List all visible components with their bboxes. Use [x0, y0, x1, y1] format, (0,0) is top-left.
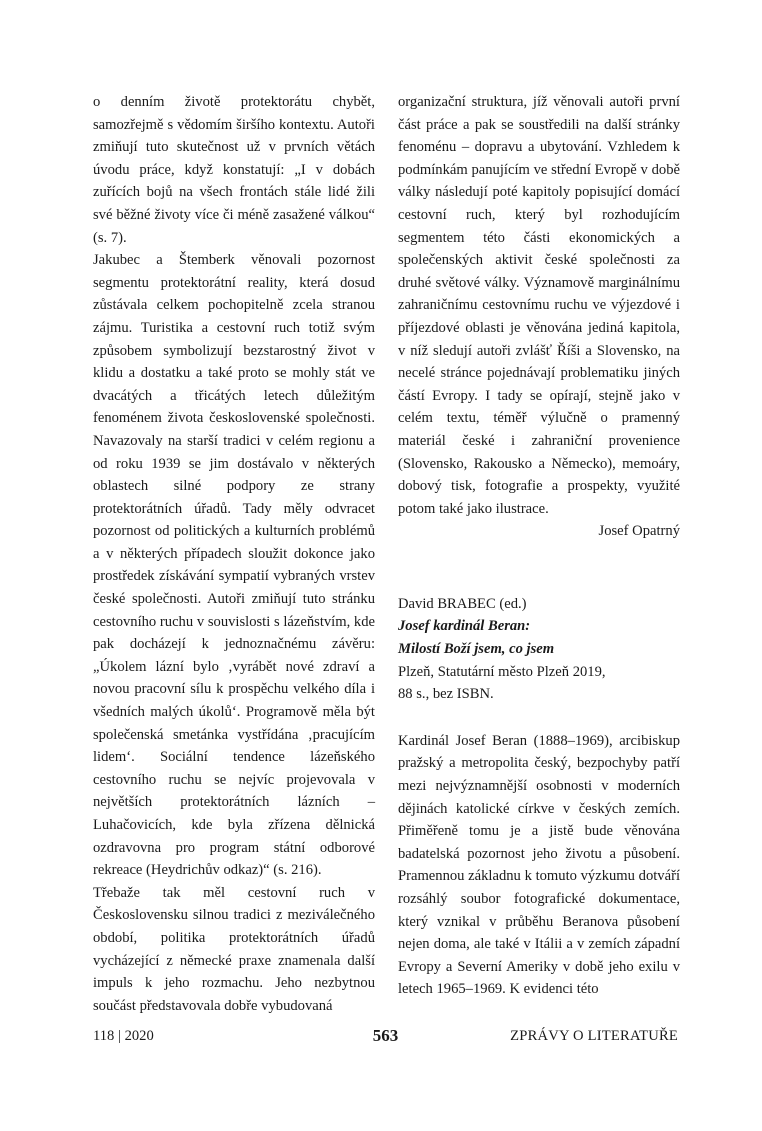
- book-title-line-2: Milostí Boží jsem, co jsem: [398, 641, 555, 658]
- right-column: [398, 91, 680, 1001]
- section-title: ZPRÁVY O LITERATUŘE: [510, 1028, 678, 1044]
- book-extent: 88 s., bez ISBN.: [398, 686, 494, 703]
- issue-label: 118 | 2020: [93, 1028, 154, 1044]
- page-footer: [93, 1026, 678, 1050]
- left-column: [93, 91, 375, 1017]
- paragraph: o denním životě protektorátu chybět, samozřejmě s vědomím širšího kontextu. Autoři zmiňují tuto skutečnost už v prvních větách úvodu práce, když konstatují: „I v dobách zuřících bojů na všech frontách stále lidé žili své běžné životy více či méně zasažené válkou“ (s. 7).: [93, 94, 375, 246]
- review-signature: Josef Opatrný: [598, 523, 680, 540]
- paragraph: Jakubec a Štemberk věnovali pozornost segmentu protektorátní reality, která dosud zůstávala celkem pochopitelně zcela stranou zájmu. Turistika a cestovní ruch totiž svým způsobem symbolizují bezstarostný život v klidu a dostatku a také proto se mohly stát ve dvacátých a třicátých letech důležitým fenoménem života československé společnosti. Navazovaly na starší tradici v celém regionu a od roku 1939 se jim dostávalo v některých oblastech silné podpory ze strany protektorátních úřadů. Tady měly odvracet pozornost od politických a kulturních problémů a v některých případech sloužit dokonce jako prostředek získávání sympatií vybraných vrstev české společnosti. Autoři zmiňují tuto stránku cestovního ruchu v souvislosti s lázeňstvím, kde pak docházejí k jednoznačnému závěru: „Úkolem lázní bylo ‚vyrábět nové zdraví a novou pracovní sílu k prospěchu velkého díla i všedních malých úkolů‘. Programově měla být společenská smetánka vystřídána ‚pracujícím lidem‘. Sociální tendence lázeňského cestovního ruchu se nejvíc projevovala v největších protektorátních lázních – Luhačovicích, kde byla zřízena dělnická ozdravovna pro program státní odborové rekreace (Heydrichův odkaz)“ (s. 216).: [93, 252, 375, 879]
- book-citation: [398, 593, 680, 706]
- paragraph: Kardinál Josef Beran (1888–1969), arcibiskup pražský a metropolita český, bezpochyby patří mezi nejvýznamnější osobnosti v moderních dějinách katolické církve v českých zemích. Přiměřeně tomu je a jistě bude věnována badatelská pozornost jeho životu a působení. Pramennou základnu k tomuto výzkumu dotváří rozsáhlý soubor fotografické dokumentace, který vznikal v průběhu Beranova působení nejen doma, ale také v Itálii a v zemích západní Evropy a Severní Ameriky v době jeho exilu v letech 1965–1969. K evidenci této: [398, 732, 680, 998]
- book-editor: David BRABEC (ed.): [398, 595, 527, 612]
- book-title-line-1: Josef kardinál Beran:: [398, 618, 531, 635]
- paragraph: organizační struktura, jíž věnovali autoři první část práce a pak se soustředili na další stránky fenoménu – dopravu a ubytování. Vzhledem k podmínkám panujícím ve střední Evropě v době války následují poté kapitoly popisující domácí cestovní ruch, který byl rozhodujícím segmentem této části ekonomických a společenských aktivit české společnosti za druhé světové války. Významově marginálnímu zahraničnímu cestovnímu ruchu ve výjezdové i příjezdové oblasti je věnována jediná kapitola, v níž sledují autoři zvlášť Říši a Slovensko, na necelé stránce pojednávají problematiku jiných částí Evropy. I tady se opírají, stejně jako v celém textu, téměř výlučně o pramenný materiál české i zahraniční provenience (Slovensko, Rakousko a Německo), memoáry, dobový tisk, fotografie a prospekty, využité potom také jako ilustrace.: [398, 94, 680, 517]
- paragraph: Třebaže tak měl cestovní ruch v Československu silnou tradici z meziválečného období, politika protektorátních úřadů vycházející z německé praxe znamenala další impuls k jeho rozmachu. Jeho nezbytnou součást představovala dobře vybudovaná: [93, 884, 375, 1014]
- book-publisher: Plzeň, Statutární město Plzeň 2019,: [398, 663, 606, 680]
- page-number: 563: [372, 1026, 399, 1045]
